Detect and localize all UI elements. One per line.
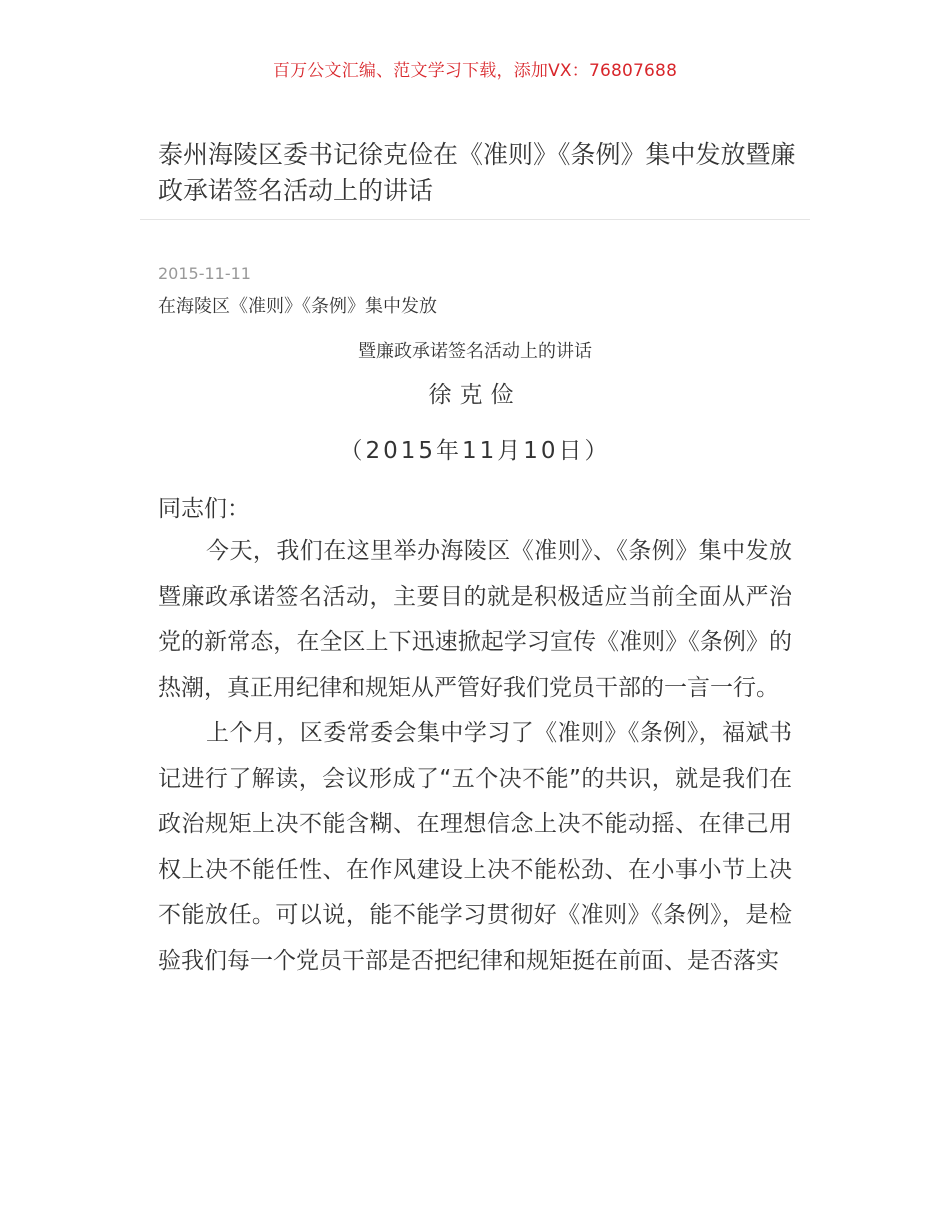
body-paragraph-2: 上个月，区委常委会集中学习了《准则》《条例》，福斌书记进行了解读，会议形成了“五个决不能”的共识，就是我们在政治规矩上决不能含糊、在理想信念上决不能动摇、在律己用权上决不能任性、在作风建设上决不能松劲、在小事小节上决不能放任。可以说，能不能学习贯彻好《准则》《条例》，是检验我们每一个党员干部是否把纪律和规矩挺在前面、是否落实: [158, 720, 792, 974]
watermark-banner: 百万公文汇编、范文学习下载，添加VX：76807688: [272, 61, 678, 81]
body-paragraph-1: 今天，我们在这里举办海陵区《准则》、《条例》集中发放暨廉政承诺签名活动，主要目的就是积极适应当前全面从严治党的新常态，在全区上下迅速掀起学习宣传《准则》《条例》的热潮，真正用纪律和规矩从严管好我们党员干部的一言一行。: [158, 538, 792, 701]
publish-date: 2015-11-11: [158, 264, 251, 283]
speech-heading-line1: 在海陵区《准则》《条例》集中发放: [158, 296, 437, 317]
speaker-name: 徐克俭: [428, 382, 522, 408]
salutation: 同志们：: [158, 496, 250, 522]
title-divider: [140, 219, 810, 220]
speech-date: （2015年11月10日）: [339, 438, 611, 464]
speech-body: [158, 529, 792, 984]
article-title: 泰州海陵区委书记徐克俭在《准则》《条例》集中发放暨廉政承诺签名活动上的讲话: [158, 140, 796, 205]
speech-heading-line2: 暨廉政承诺签名活动上的讲话: [358, 341, 592, 362]
